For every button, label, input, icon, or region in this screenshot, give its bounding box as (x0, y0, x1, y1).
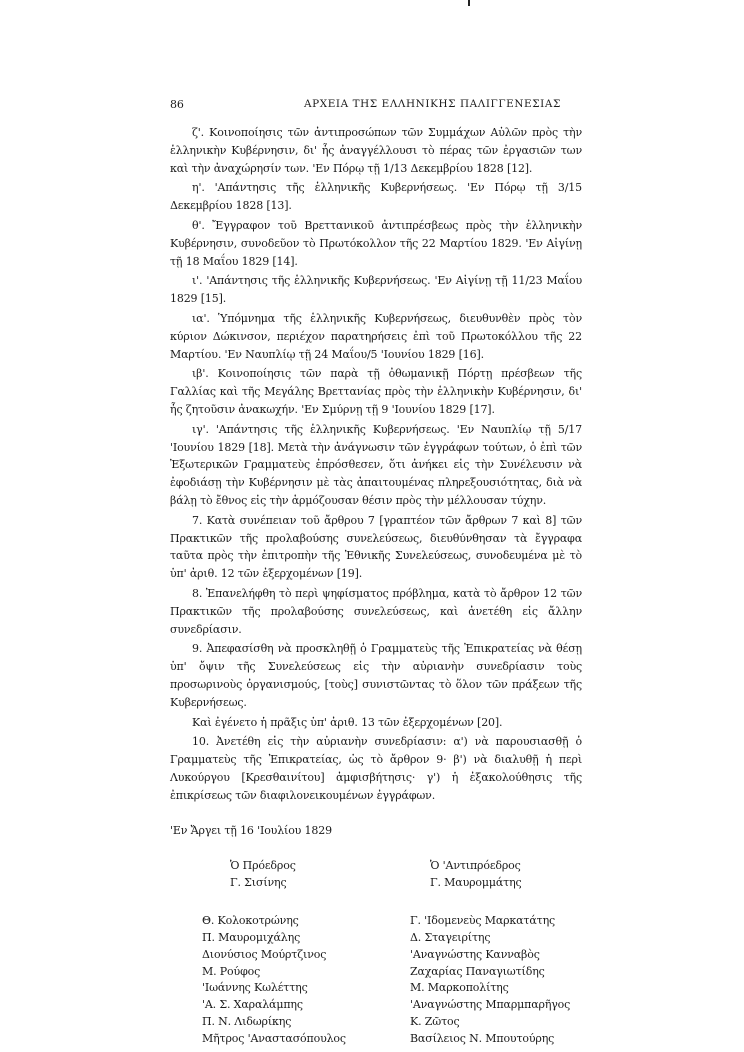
president-signature (170, 858, 380, 891)
paragraph-theta: θ'. Ἔγγραφον τοῦ Βρεττανικοῦ ἀντιπρέσβεως πρὸς τὴν ἑλληνικὴν Κυβέρνησιν, συνοδεῦον τὸ Πρωτόκολλον τῆς 22 Μαρτίου 1829. 'Εν Αἰγίνῃ τῇ 18 Μαΐου 1829 [14]. (170, 218, 582, 268)
member-name: Κ. Ζῶτος (410, 1015, 460, 1029)
president-name: Γ. Σισίνης (230, 875, 287, 889)
paragraph-zeta: ζ'. Κοινοποίησις τῶν ἀντιπροσώπων τῶν Συμμάχων Αὐλῶν πρὸς τὴν ἑλληνικὴν Κυβέρνησιν, δι' ἧς ἀναγγέλλουσι τὸ πέρας τῶν ἐργασιῶν των καὶ τὴν ἀναχώρησίν των. 'Εν Πόρῳ τῇ 1/13 Δεκεμβρίου 1828 [12]. (170, 126, 582, 175)
body-text (170, 124, 582, 804)
member-name: 'Αναγνώστης Μπαρμπαρῆγος (410, 998, 571, 1012)
top-edge-mark (468, 0, 470, 6)
paragraph-iota-beta: ιβ'. Κοινοποίησις τῶν παρὰ τῇ ὀθωμανικῇ Πόρτῃ πρέσβεων τῆς Γαλλίας καὶ τῆς Μεγάλης Βρεττανίας πρὸς τὴν ἑλληνικὴν Κυβέρνησιν, δι' ἧς ζητοῦσιν ἀνακωχήν. 'Εν Σμύρνῃ τῇ 9 'Ιουνίου 1829 [17]. (170, 367, 582, 416)
members-right-column (380, 913, 580, 1047)
president-title: Ὁ Πρόεδρος (230, 859, 296, 873)
paragraph-iota: ι'. 'Απάντησις τῆς ἑλληνικῆς Κυβερνήσεως. 'Εν Αἰγίνῃ τῇ 11/23 Μαΐου 1829 [15]. (170, 274, 582, 306)
member-name: Μῆτρος 'Αναστασόπουλος (202, 1031, 346, 1045)
member-name: Γ. 'Ιδομενεὺς Μαρκατάτης (410, 914, 556, 928)
document-page (170, 96, 582, 1048)
page-header (170, 96, 582, 114)
place-date: 'Εν Ἄργει τῇ 16 'Ιουλίου 1829 (170, 824, 332, 838)
paragraph-9: 9. Ἀπεφασίσθη νὰ προσκληθῇ ὁ Γραμματεὺς τῆς Ἐπικρατείας νὰ θέσῃ ὑπ' ὄψιν τῆς Συνελεύσεως εἰς τὴν αὐριανὴν συνεδρίασιν τοὺς προσωρινοὺς ὀργανισμούς, [τοὺς] συνιστῶντας τὸ ὅλον τῶν πράξεων τῆς Κυβερνήσεως. (170, 642, 582, 709)
vice-president-title: Ὁ 'Αντιπρόεδρος (430, 859, 521, 873)
member-signatures (170, 913, 582, 1047)
paragraph-eta: η'. 'Απάντησις τῆς ἑλληνικῆς Κυβερνήσεως. 'Εν Πόρῳ τῇ 3/15 Δεκεμβρίου 1828 [13]. (170, 181, 582, 213)
paragraph-iota-alpha: ια'. Ὑπόμνημα τῆς ἑλληνικῆς Κυβερνήσεως, διευθυνθὲν πρὸς τὸν κύριον Δώκινσον, περιέχον παρατηρήσεις ἐπὶ τοῦ Πρωτοκόλλου τῆς 22 Μαρτίου. 'Εν Ναυπλίῳ τῇ 24 Μαΐου/5 'Ιουνίου 1829 [16]. (170, 311, 582, 361)
member-name: Π. Ν. Λιδωρίκης (202, 1015, 292, 1029)
paragraph-iota-gamma: ιγ'. 'Απάντησις τῆς ἑλληνικῆς Κυβερνήσεως. 'Εν Ναυπλίῳ τῇ 5/17 'Ιουνίου 1829 [18]. Μετὰ τὴν ἀνάγνωσιν τῶν ἐγγράφων τούτων, ὁ ἐπὶ τῶν Ἐξωτερικῶν Γραμματεὺς ἐπρόσθεσεν, ὅτι ἀνήκει εἰς τὴν Συνέλευσιν νὰ ἐφοδιάσῃ τὴν Κυβέρνησιν μὲ τὰς ἀπαιτουμένας πληρεξουσιότητας, διὰ νὰ βάλῃ τὸ ἔθνος εἰς τὴν ἁρμόζουσαν θέσιν πρὸς τὴν μέλλουσαν τύχην. (170, 422, 582, 507)
member-name: Π. Μαυρομιχάλης (202, 931, 301, 945)
member-name: Μ. Ρούφος (202, 964, 261, 978)
member-name: Θ. Κολοκοτρώνης (202, 914, 299, 928)
member-name: Διονύσιος Μούρτζινος (202, 947, 327, 961)
member-name: 'Ιωάννης Κωλέττης (202, 981, 308, 995)
vice-president-signature (380, 858, 580, 891)
officer-signatures (170, 858, 582, 891)
paragraph-7: 7. Κατὰ συνέπειαν τοῦ ἄρθρου 7 [γραπτέον τῶν ἄρθρων 7 καὶ 8] τῶν Πρακτικῶν τῆς προλαβούσης συνελεύσεως, διευθύνθησαν τὰ ἔγγραφα ταῦτα πρὸς τὴν ἐπιτροπὴν τῆς Ἐθνικῆς Συνελεύσεως, συνοδευμένα μὲ τὸ ὑπ' ἀριθ. 12 τῶν ἐξερχομένων [19]. (170, 513, 582, 581)
members-left-column (170, 913, 380, 1047)
vice-president-name: Γ. Μαυρομμάτης (430, 875, 522, 889)
member-name: Δ. Σταγειρίτης (410, 931, 491, 945)
member-name: 'Αναγνώστης Κανναβὸς (410, 947, 540, 961)
paragraph-10: 10. Ἀνετέθη εἰς τὴν αὐριανὴν συνεδρίασιν: α') νὰ παρουσιασθῇ ὁ Γραμματεὺς τῆς Ἐπικρατείας, ὡς τὸ ἄρθρον 9· β') νὰ διαλυθῇ ἡ περὶ Λυκούργου [Κρεσθαινίτου] ἀμφισβήτησις· γ') ἡ ἐξακολούθησις τῆς ἐπικρίσεως τῶν διαφιλονεικουμένων ἐγγράφων. (170, 735, 582, 802)
paragraph-9-note: Καὶ ἐγένετο ἡ πρᾶξις ὑπ' ἀριθ. 13 τῶν ἐξερχομένων [20]. (192, 715, 503, 729)
member-name: Μ. Μαρκοπολίτης (410, 981, 509, 995)
member-name: 'Α. Σ. Χαραλάμπης (202, 998, 303, 1012)
running-title: ΑΡΧΕΙΑ ΤΗΣ ΕΛΛΗΝΙΚΗΣ ΠΑΛΙΓΓΕΝΕΣΙΑΣ (304, 98, 561, 110)
member-name: Ζαχαρίας Παναγιωτίδης (410, 964, 545, 978)
paragraph-8: 8. Ἐπανελήφθη τὸ περὶ ψηφίσματος πρόβλημα, κατὰ τὸ ἄρθρον 12 τῶν Πρακτικῶν τῆς προλαβούσης συνελεύσεως, καὶ ἀνετέθη εἰς ἄλλην συνεδρίασιν. (170, 586, 582, 636)
page-number: 86 (170, 98, 184, 111)
member-name: Βασίλειος Ν. Μπουτούρης (410, 1031, 555, 1045)
